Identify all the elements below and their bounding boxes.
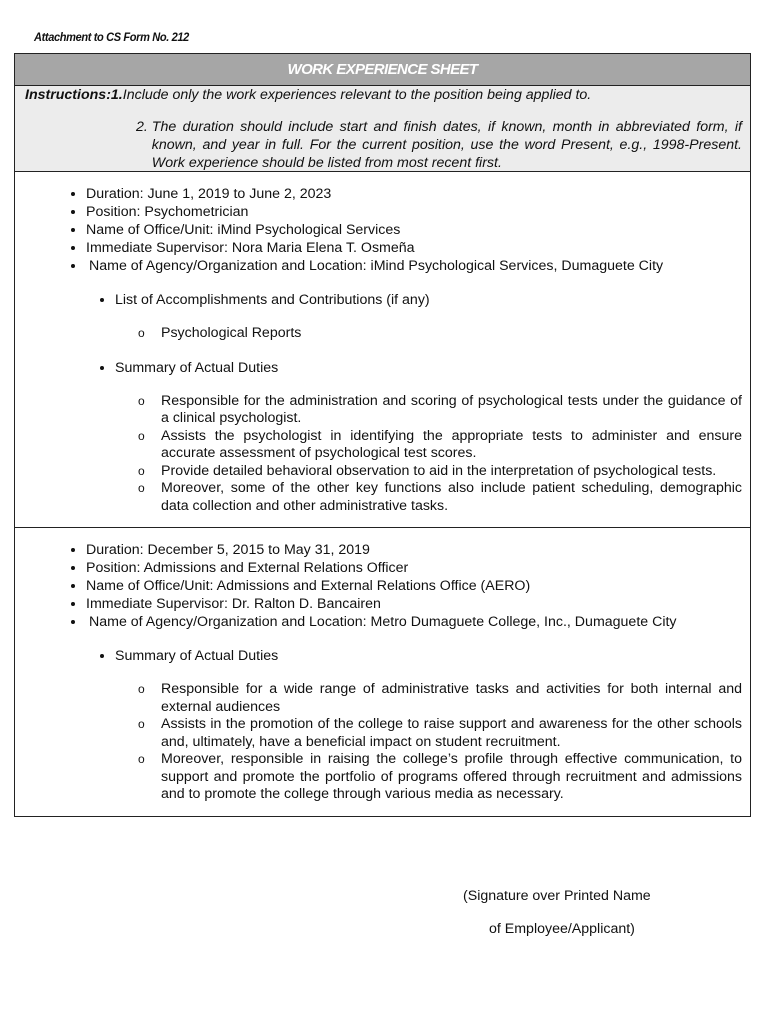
- signature-line-1: (Signature over Printed Name: [463, 888, 651, 904]
- duties-list: [15, 681, 742, 804]
- duty-item: o Moreover, some of the other key functions also include patient scheduling, demographic data collection and other administrative tasks.: [161, 480, 742, 515]
- duties-heading: • Summary of Actual Duties: [115, 647, 742, 665]
- entry-duration: • Duration: December 5, 2015 to May 31, 2019: [86, 541, 742, 559]
- work-experience-sheet: [14, 53, 751, 817]
- instruction-2-number: 2.: [136, 119, 148, 135]
- sheet-title: WORK EXPERIENCE SHEET: [15, 54, 750, 86]
- entry-position: • Position: Admissions and External Relations Officer: [86, 559, 742, 577]
- duties-list: [15, 393, 742, 516]
- experience-entry: [15, 172, 750, 528]
- entry-supervisor: • Immediate Supervisor: Nora Maria Elena T. Osmeña: [86, 239, 742, 257]
- duties-section: [15, 647, 742, 665]
- accomplishments-heading: • List of Accomplishments and Contributions (if any): [115, 291, 742, 309]
- duty-item: o Assists in the promotion of the college to raise support and awareness for the other schools and, ultimately, have a beneficial impact on student recruitment.: [161, 716, 742, 751]
- instructions-label: Instructions:: [25, 87, 111, 103]
- entry-details: [15, 185, 742, 275]
- signature-line-2: of Employee/Applicant): [489, 921, 635, 937]
- instruction-2: [136, 118, 742, 172]
- duty-item: o Assists the psychologist in identifying the appropriate tests to administer and ensure accurate assessment of psychological test scores.: [161, 428, 742, 463]
- duties-section: [15, 359, 742, 377]
- accomplishment-item: o Psychological Reports: [161, 325, 742, 343]
- entry-supervisor: • Immediate Supervisor: Dr. Ralton D. Bancairen: [86, 595, 742, 613]
- duties-heading: • Summary of Actual Duties: [115, 359, 742, 377]
- duty-item: o Responsible for a wide range of administrative tasks and activities for both internal and external audiences: [161, 681, 742, 716]
- accomplishments-list: [15, 325, 742, 343]
- entry-details: [15, 541, 742, 631]
- experience-entry: [15, 528, 750, 816]
- instruction-1-number: 1.: [110, 87, 123, 103]
- instruction-1: [25, 86, 742, 104]
- duty-item: o Moreover, responsible in raising the college’s profile through effective communication, to support and promote the portfolio of programs offered through recruitment and admissions and to promote the college through various media as necessary.: [161, 751, 742, 804]
- entry-office: • Name of Office/Unit: Admissions and External Relations Office (AERO): [86, 577, 742, 595]
- instruction-1-text: Include only the work experiences relevant to the position being applied to.: [122, 87, 592, 103]
- entry-position: • Position: Psychometrician: [86, 203, 742, 221]
- duty-item: o Responsible for the administration and scoring of psychological tests under the guidance of a clinical psychologist.: [161, 393, 742, 428]
- entry-agency: • Name of Agency/Organization and Location: iMind Psychological Services, Dumaguete City: [86, 257, 742, 275]
- entry-agency: • Name of Agency/Organization and Location: Metro Dumaguete College, Inc., Dumaguete City: [86, 613, 742, 631]
- duty-item: o Provide detailed behavioral observation to aid in the interpretation of psychological tests.: [161, 463, 742, 481]
- accomplishments-section: [15, 291, 742, 309]
- instruction-2-text: The duration should include start and finish dates, if known, month in abbreviated form, if known, and year in full. For the current position, use the word Present, e.g., 1998-Present. Work experience should be listed from most recent first.: [151, 119, 742, 171]
- instructions-box: [15, 86, 750, 172]
- entry-duration: • Duration: June 1, 2019 to June 2, 2023: [86, 185, 742, 203]
- entry-office: • Name of Office/Unit: iMind Psychological Services: [86, 221, 742, 239]
- attachment-label: Attachment to CS Form No. 212: [34, 30, 189, 44]
